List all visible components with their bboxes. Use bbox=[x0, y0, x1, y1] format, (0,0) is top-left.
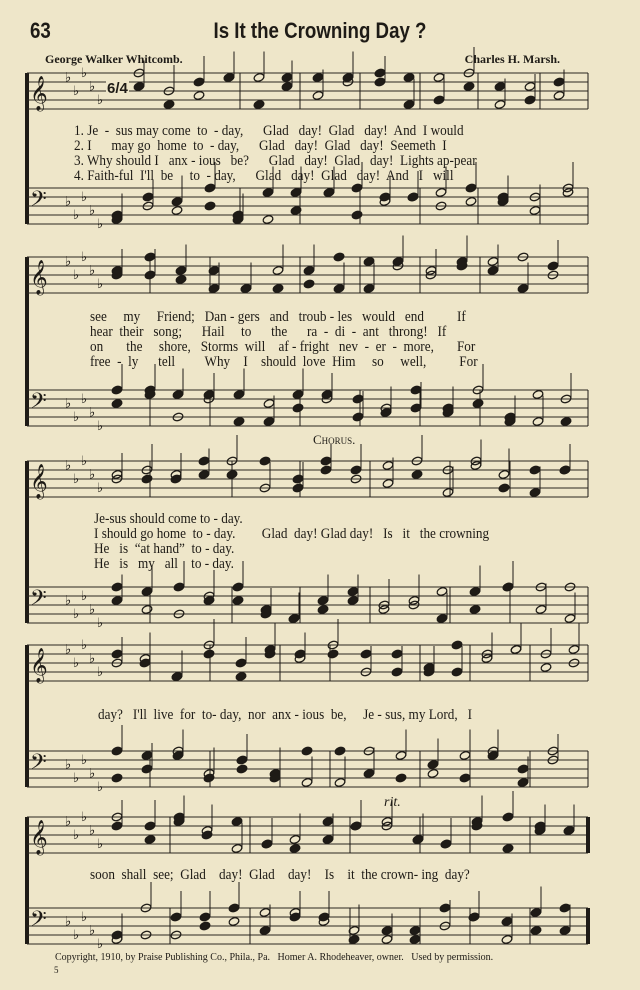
page-mark: 5 bbox=[54, 965, 59, 975]
flat-icon: ♭ bbox=[97, 93, 104, 108]
note-head bbox=[360, 649, 372, 659]
note-head bbox=[529, 465, 541, 475]
note-head bbox=[281, 73, 293, 83]
flat-icon: ♭ bbox=[97, 616, 104, 631]
note-head bbox=[532, 417, 544, 427]
flat-icon: ♭ bbox=[65, 814, 72, 830]
flat-icon: ♭ bbox=[73, 208, 80, 223]
note-head bbox=[262, 188, 274, 198]
note-head bbox=[232, 596, 244, 606]
chorus-label: Chorus. bbox=[313, 432, 356, 447]
flat-icon: ♭ bbox=[81, 638, 88, 653]
note-head bbox=[240, 284, 252, 294]
note-head bbox=[334, 778, 346, 788]
note-head bbox=[363, 284, 375, 294]
note-head bbox=[289, 835, 301, 845]
note-head bbox=[142, 192, 154, 202]
flat-icon: ♭ bbox=[89, 651, 96, 667]
note-head bbox=[487, 266, 499, 276]
hymn-title: Is It the Crowning Day ? bbox=[213, 18, 427, 43]
flat-icon: ♭ bbox=[65, 194, 72, 210]
note-head bbox=[433, 73, 445, 83]
flat-icon: ♭ bbox=[73, 410, 80, 425]
note-head bbox=[141, 751, 153, 761]
note-head bbox=[232, 582, 244, 592]
flat-icon: ♭ bbox=[97, 937, 104, 952]
note-head bbox=[263, 399, 275, 409]
note-head bbox=[199, 912, 211, 922]
note-head bbox=[459, 751, 471, 761]
flat-icon: ♭ bbox=[81, 250, 88, 265]
note-head bbox=[530, 926, 542, 936]
lyric-line: I should go home to - day. Glad day! Glad day! Is it the crowning bbox=[94, 526, 490, 542]
note-head bbox=[175, 266, 187, 276]
note-head bbox=[403, 73, 415, 83]
note-head bbox=[262, 215, 274, 225]
flat-icon: ♭ bbox=[81, 910, 88, 925]
note-head bbox=[203, 649, 215, 659]
flat-icon: ♭ bbox=[65, 458, 72, 474]
flat-icon: ♭ bbox=[65, 593, 72, 609]
note-head bbox=[333, 284, 345, 294]
flat-icon: ♭ bbox=[65, 914, 72, 930]
note-head bbox=[352, 412, 364, 422]
note-head bbox=[317, 605, 329, 615]
note-head bbox=[559, 926, 571, 936]
note-head bbox=[535, 605, 547, 615]
note-head bbox=[261, 839, 273, 849]
note-head bbox=[259, 456, 271, 466]
note-head bbox=[163, 100, 175, 110]
note-head bbox=[141, 587, 153, 597]
note-head bbox=[231, 817, 243, 827]
note-head bbox=[440, 839, 452, 849]
note-head bbox=[391, 667, 403, 677]
note-head bbox=[363, 769, 375, 779]
note-head bbox=[427, 769, 439, 779]
copyright-notice: Copyright, 1910, by Praise Publishing Co., Phila., Pa. Homer A. Rhodeheaver, owner. Used by permission. bbox=[55, 952, 494, 963]
note-head bbox=[501, 935, 513, 945]
note-head bbox=[433, 95, 445, 105]
note-head bbox=[320, 465, 332, 475]
note-head bbox=[381, 935, 393, 945]
note-head bbox=[198, 470, 210, 480]
lyric-line: day? I'll live for to- day, nor anx - ious be, Je - sus, my Lord, I bbox=[98, 707, 472, 723]
note-head bbox=[435, 188, 447, 198]
note-head bbox=[524, 82, 536, 92]
note-head bbox=[231, 844, 243, 854]
note-head bbox=[303, 266, 315, 276]
note-head bbox=[463, 82, 475, 92]
flat-icon: ♭ bbox=[89, 79, 96, 95]
note-head bbox=[272, 266, 284, 276]
note-head bbox=[530, 908, 542, 918]
note-head bbox=[529, 488, 541, 498]
note-head bbox=[352, 394, 364, 404]
note-head bbox=[427, 760, 439, 770]
note-head bbox=[560, 417, 572, 427]
note-head bbox=[235, 672, 247, 682]
note-head bbox=[171, 206, 183, 216]
note-head bbox=[568, 645, 580, 655]
tempo-mark: rit. bbox=[384, 795, 401, 810]
note-head bbox=[382, 461, 394, 471]
flat-icon: ♭ bbox=[81, 392, 88, 407]
flat-icon: ♭ bbox=[73, 268, 80, 283]
note-head bbox=[494, 100, 506, 110]
note-head bbox=[193, 91, 205, 101]
note-head bbox=[111, 582, 123, 592]
note-head bbox=[141, 764, 153, 774]
note-head bbox=[172, 390, 184, 400]
flat-icon: ♭ bbox=[65, 642, 72, 658]
note-head bbox=[233, 417, 245, 427]
note-head bbox=[111, 746, 123, 756]
note-head bbox=[469, 587, 481, 597]
note-head bbox=[487, 257, 499, 267]
note-head bbox=[395, 773, 407, 783]
note-head bbox=[409, 926, 421, 936]
note-head bbox=[502, 582, 514, 592]
note-head bbox=[501, 917, 513, 927]
lyric-line: on the shore, Storms will af - fright nev - er - more, For bbox=[90, 339, 476, 355]
flat-icon: ♭ bbox=[89, 467, 96, 483]
note-head bbox=[171, 672, 183, 682]
note-head bbox=[502, 812, 514, 822]
flat-icon: ♭ bbox=[89, 203, 96, 219]
note-head bbox=[540, 663, 552, 673]
note-head bbox=[144, 835, 156, 845]
note-head bbox=[312, 73, 324, 83]
flat-icon: ♭ bbox=[89, 766, 96, 782]
note-head bbox=[412, 835, 424, 845]
note-head bbox=[317, 596, 329, 606]
note-head bbox=[263, 417, 275, 427]
note-head bbox=[301, 778, 313, 788]
lyric-line: He is “at hand” to - day. bbox=[94, 541, 235, 557]
note-head bbox=[170, 912, 182, 922]
flat-icon: ♭ bbox=[97, 481, 104, 496]
note-head bbox=[236, 755, 248, 765]
flat-icon: ♭ bbox=[89, 263, 96, 279]
lyric-line: 4. Faith-ful I'll be to - day, Glad day! Glad day! And I will bbox=[74, 168, 454, 184]
note-head bbox=[292, 390, 304, 400]
treble-clef-icon: 𝄞 bbox=[30, 648, 48, 683]
note-head bbox=[301, 746, 313, 756]
note-head bbox=[281, 82, 293, 92]
note-head bbox=[350, 465, 362, 475]
note-head bbox=[498, 483, 510, 493]
note-head bbox=[253, 100, 265, 110]
note-head bbox=[292, 474, 304, 484]
lyric-line: hear their song; Hail to the ra - di - ant throng! If bbox=[90, 324, 447, 340]
note-head bbox=[553, 77, 565, 87]
note-head bbox=[228, 917, 240, 927]
flat-icon: ♭ bbox=[81, 454, 88, 469]
note-head bbox=[199, 921, 211, 931]
note-head bbox=[469, 605, 481, 615]
note-head bbox=[529, 206, 541, 216]
flat-icon: ♭ bbox=[73, 656, 80, 671]
note-head bbox=[391, 649, 403, 659]
flat-icon: ♭ bbox=[97, 665, 104, 680]
note-head bbox=[374, 77, 386, 87]
flat-icon: ♭ bbox=[73, 771, 80, 786]
note-head bbox=[374, 68, 386, 78]
note-head bbox=[141, 605, 153, 615]
note-head bbox=[322, 835, 334, 845]
note-head bbox=[141, 474, 153, 484]
note-head bbox=[144, 821, 156, 831]
note-head bbox=[553, 91, 565, 101]
flat-icon: ♭ bbox=[81, 753, 88, 768]
note-head bbox=[407, 192, 419, 202]
time-signature: 6/4 bbox=[107, 80, 128, 97]
note-head bbox=[333, 252, 345, 262]
bass-clef-icon: 𝄢 bbox=[30, 750, 47, 780]
flat-icon: ♭ bbox=[73, 928, 80, 943]
hymn-number: 63 bbox=[30, 18, 51, 43]
note-head bbox=[289, 844, 301, 854]
flat-icon: ♭ bbox=[65, 254, 72, 270]
flat-icon: ♭ bbox=[89, 405, 96, 421]
note-head bbox=[193, 77, 205, 87]
note-head bbox=[411, 470, 423, 480]
note-head bbox=[347, 587, 359, 597]
lyric-line: free - ly tell Why I should love Him so well, For bbox=[90, 354, 478, 370]
note-head bbox=[459, 773, 471, 783]
note-head bbox=[395, 751, 407, 761]
note-head bbox=[559, 465, 571, 475]
note-head bbox=[228, 903, 240, 913]
note-head bbox=[111, 385, 123, 395]
treble-clef-icon: 𝄞 bbox=[30, 820, 48, 855]
note-head bbox=[322, 817, 334, 827]
flat-icon: ♭ bbox=[81, 589, 88, 604]
note-head bbox=[253, 73, 265, 83]
note-head bbox=[347, 596, 359, 606]
note-head bbox=[517, 284, 529, 294]
treble-clef-icon: 𝄞 bbox=[30, 260, 48, 295]
lyric-line: Je-sus should come to - day. bbox=[94, 511, 243, 527]
note-head bbox=[236, 764, 248, 774]
note-head bbox=[204, 183, 216, 193]
flat-icon: ♭ bbox=[65, 70, 72, 86]
lyric-line: 1. Je - sus may come to - day, Glad day! Glad day! And I would bbox=[74, 123, 464, 139]
treble-clef-icon: 𝄞 bbox=[30, 464, 48, 499]
note-head bbox=[517, 764, 529, 774]
flat-icon: ♭ bbox=[97, 277, 104, 292]
note-head bbox=[439, 903, 451, 913]
note-head bbox=[259, 926, 271, 936]
note-head bbox=[320, 456, 332, 466]
note-head bbox=[532, 390, 544, 400]
flat-icon: ♭ bbox=[97, 780, 104, 795]
note-head bbox=[133, 82, 145, 92]
flat-icon: ♭ bbox=[73, 607, 80, 622]
note-head bbox=[381, 926, 393, 936]
note-head bbox=[564, 614, 576, 624]
note-head bbox=[547, 261, 559, 271]
note-head bbox=[494, 82, 506, 92]
note-head bbox=[175, 275, 187, 285]
bass-clef-icon: 𝄢 bbox=[30, 586, 47, 616]
treble-clef-icon: 𝄞 bbox=[30, 76, 48, 111]
lyric-line: see my Friend; Dan - gers and troub - les would end If bbox=[90, 309, 466, 325]
note-head bbox=[436, 614, 448, 624]
bass-clef-icon: 𝄢 bbox=[30, 907, 47, 937]
note-head bbox=[111, 596, 123, 606]
bass-clef-icon: 𝄢 bbox=[30, 187, 47, 217]
lyric-line: 3. Why should I anx - ious be? Glad day! Glad day! Lights ap-pear bbox=[74, 153, 477, 169]
flat-icon: ♭ bbox=[81, 190, 88, 205]
note-head bbox=[510, 645, 522, 655]
note-head bbox=[111, 773, 123, 783]
flat-icon: ♭ bbox=[73, 828, 80, 843]
note-head bbox=[111, 399, 123, 409]
flat-icon: ♭ bbox=[89, 602, 96, 618]
lyric-line: He is my all to - day. bbox=[94, 556, 234, 572]
note-head bbox=[451, 640, 463, 650]
note-head bbox=[171, 197, 183, 207]
note-head bbox=[351, 183, 363, 193]
note-head bbox=[442, 488, 454, 498]
note-head bbox=[517, 778, 529, 788]
note-head bbox=[292, 483, 304, 493]
flat-icon: ♭ bbox=[65, 757, 72, 773]
note-head bbox=[363, 257, 375, 267]
note-head bbox=[312, 91, 324, 101]
note-head bbox=[204, 201, 216, 211]
note-head bbox=[436, 587, 448, 597]
note-head bbox=[233, 390, 245, 400]
note-head bbox=[563, 826, 575, 836]
note-head bbox=[272, 284, 284, 294]
bass-clef-icon: 𝄢 bbox=[30, 389, 47, 419]
composer-credit: Charles H. Marsh. bbox=[464, 52, 560, 66]
note-head bbox=[223, 73, 235, 83]
note-head bbox=[409, 935, 421, 945]
note-head bbox=[303, 279, 315, 289]
note-head bbox=[465, 183, 477, 193]
note-head bbox=[451, 667, 463, 677]
note-head bbox=[382, 479, 394, 489]
note-head bbox=[350, 821, 362, 831]
note-head bbox=[111, 821, 123, 831]
flat-icon: ♭ bbox=[89, 823, 96, 839]
note-head bbox=[235, 658, 247, 668]
lyric-line: 2. I may go home to - day, Glad day! Glad day! Seemeth I bbox=[74, 138, 447, 154]
flat-icon: ♭ bbox=[73, 472, 80, 487]
note-head bbox=[524, 95, 536, 105]
lyric-line: soon shall see; Glad day! Glad day! Is it the crown- ing day? bbox=[90, 867, 470, 883]
flat-icon: ♭ bbox=[97, 217, 104, 232]
flat-icon: ♭ bbox=[97, 837, 104, 852]
lyricist-credit: George Walker Whitcomb. bbox=[45, 52, 183, 66]
note-head bbox=[259, 908, 271, 918]
note-head bbox=[502, 844, 514, 854]
note-head bbox=[111, 649, 123, 659]
note-head bbox=[334, 746, 346, 756]
flat-icon: ♭ bbox=[97, 419, 104, 434]
note-head bbox=[173, 582, 185, 592]
flat-icon: ♭ bbox=[65, 396, 72, 412]
note-head bbox=[559, 903, 571, 913]
flat-icon: ♭ bbox=[73, 84, 80, 99]
flat-icon: ♭ bbox=[81, 810, 88, 825]
note-head bbox=[465, 197, 477, 207]
note-head bbox=[198, 456, 210, 466]
flat-icon: ♭ bbox=[81, 66, 88, 81]
note-head bbox=[292, 403, 304, 413]
note-head bbox=[327, 649, 339, 659]
note-head bbox=[351, 210, 363, 220]
note-head bbox=[403, 100, 415, 110]
note-head bbox=[498, 470, 510, 480]
note-head bbox=[472, 399, 484, 409]
flat-icon: ♭ bbox=[89, 923, 96, 939]
